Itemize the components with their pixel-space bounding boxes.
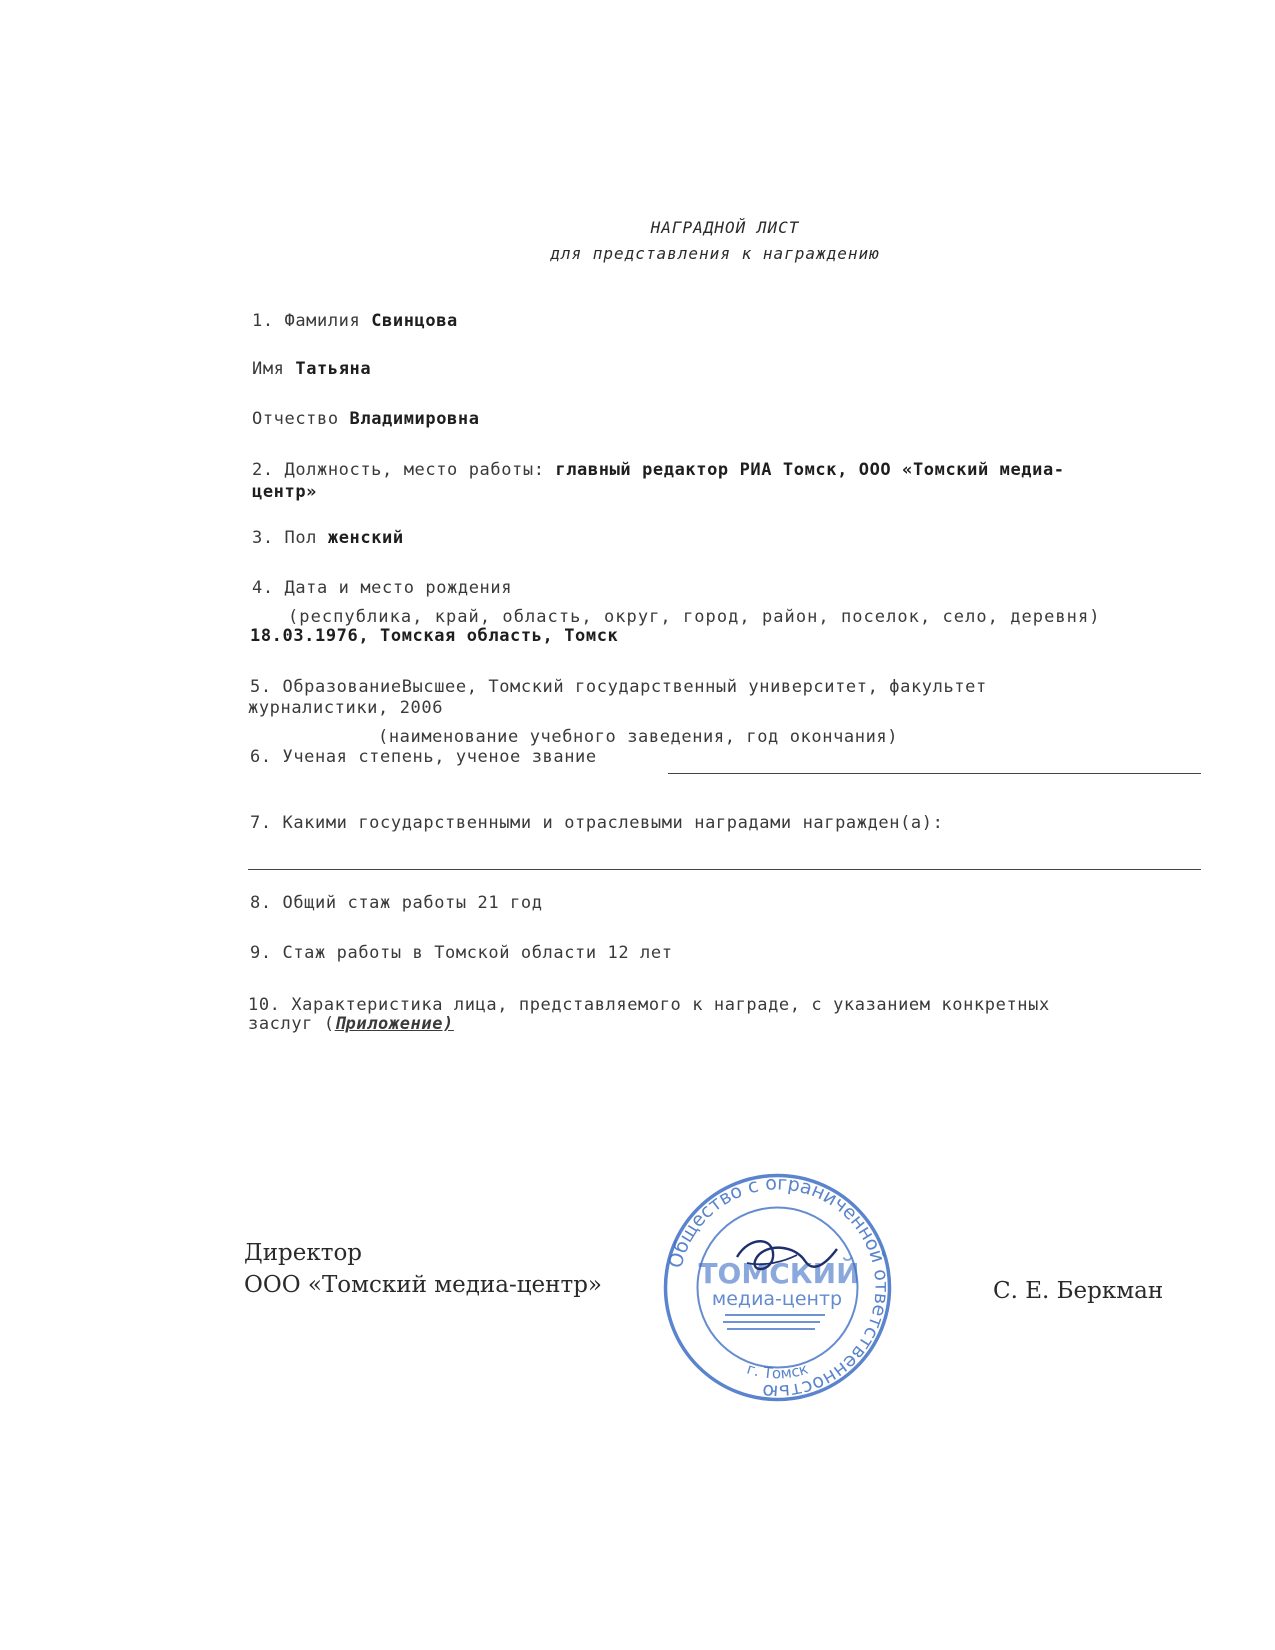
position-value-line2: центр»	[252, 482, 318, 502]
birth-label: 4. Дата и место рождения	[252, 578, 513, 598]
signer-position: Директор	[244, 1240, 363, 1266]
sex-row	[252, 528, 404, 548]
total-experience: 8. Общий стаж работы 21 год	[250, 893, 543, 913]
education-label: 5. Образование	[250, 677, 402, 697]
appendix-link[interactable]: Приложение)	[334, 1014, 454, 1034]
position-row	[252, 460, 1065, 480]
position-label: 2. Должность, место работы:	[252, 460, 545, 480]
degree-label: 6. Ученая степень, ученое звание	[250, 747, 597, 767]
surname-label: 1. Фамилия	[252, 311, 361, 331]
sex-label: 3. Пол	[252, 528, 318, 548]
education-row	[250, 677, 987, 697]
name-label: Имя	[252, 359, 285, 379]
signatory-name: С. Е. Беркман	[993, 1278, 1164, 1304]
stamp-name-line1: ТОМСКИЙ	[698, 1257, 860, 1290]
characteristic-line2	[248, 1014, 454, 1034]
patronymic-value: Владимировна	[349, 409, 480, 429]
name-value: Татьяна	[295, 359, 372, 379]
patronymic-row	[252, 409, 480, 429]
surname-row	[252, 311, 458, 331]
education-value-line1: Высшее, Томский государственный университет, факультет	[401, 677, 987, 697]
stamp-city: г. Томск	[744, 1359, 811, 1383]
document-subtitle: для представления к награждению	[550, 244, 880, 263]
company-stamp	[655, 1165, 900, 1410]
region-experience: 9. Стаж работы в Томской области 12 лет	[250, 943, 673, 963]
awards-blank-line	[248, 869, 1201, 870]
degree-blank-line	[668, 773, 1201, 774]
birth-hint: (республика, край, область, округ, город, район, поселок, село, деревня)	[288, 607, 1101, 627]
patronymic-label: Отчество	[252, 409, 339, 429]
name-row	[252, 359, 371, 379]
signer-organization: ООО «Томский медиа-центр»	[244, 1272, 602, 1298]
education-value-line2: журналистики, 2006	[248, 698, 444, 718]
surname-value: Свинцова	[371, 311, 458, 331]
awards-label: 7. Какими государственными и отраслевыми наградами награжден(а):	[250, 813, 944, 833]
characteristic-prefix: заслуг (	[248, 1014, 335, 1034]
characteristic-line1: 10. Характеристика лица, представляемого к награде, с указанием конкретных	[248, 995, 1050, 1015]
stamp-ring-text: Общество с ограниченной ответственностью	[664, 1172, 893, 1403]
education-hint: (наименование учебного заведения, год окончания)	[378, 727, 899, 747]
stamp-lines	[723, 1315, 825, 1329]
stamp-name-line2: медиа-центр	[711, 1288, 843, 1310]
birth-value: 18.03.1976, Томская область, Томск	[250, 626, 619, 646]
document-title: НАГРАДНОЙ ЛИСТ	[650, 218, 800, 237]
position-value-line1: главный редактор РИА Томск, ООО «Томский медиа-	[555, 460, 1065, 480]
sex-value: женский	[327, 528, 404, 548]
